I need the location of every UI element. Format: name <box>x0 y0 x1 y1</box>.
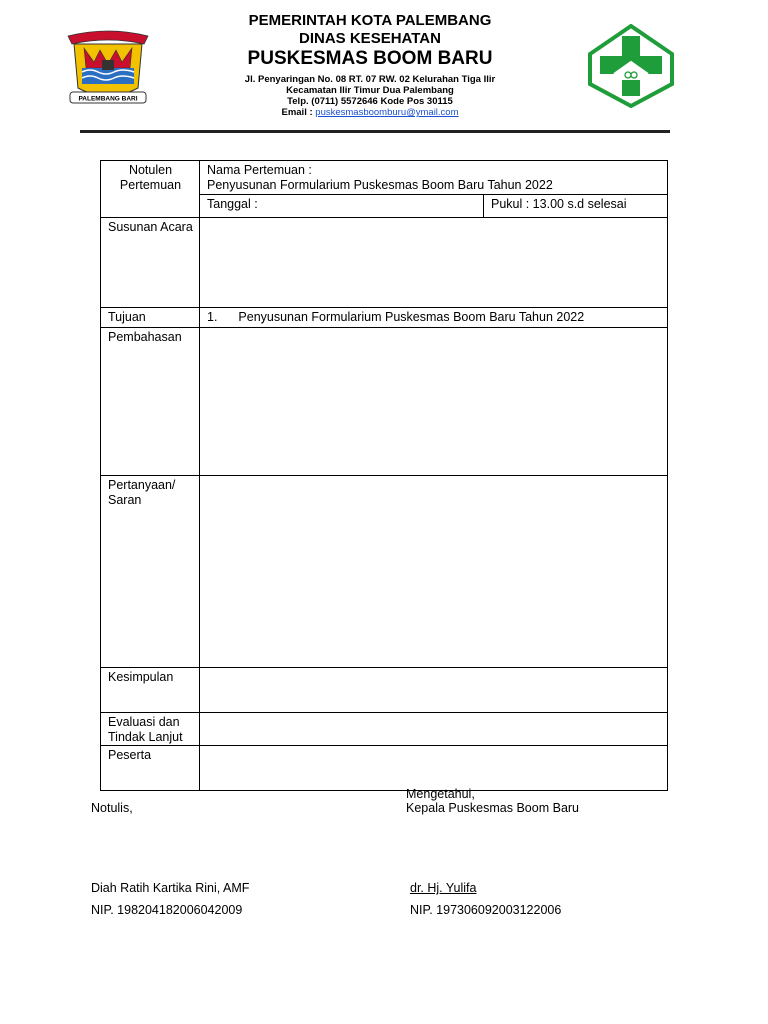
nama-pertemuan-value: Penyusunan Formularium Puskesmas Boom Baru Tahun 2022 <box>207 178 553 192</box>
tujuan-label: Tujuan <box>101 308 200 328</box>
susunan-acara-label: Susunan Acara <box>101 218 200 308</box>
phone-line: Telp. (0711) 5572646 Kode Pos 30115 <box>287 96 453 107</box>
palembang-emblem-icon <box>64 22 152 108</box>
kepala-title: Kepala Puskesmas Boom Baru <box>406 801 580 815</box>
mengetahui-text: Mengetahui, <box>406 787 475 801</box>
header-line-2: DINAS KESEHATAN <box>299 30 441 47</box>
pembahasan-field <box>200 328 668 476</box>
notulis-nip: NIP. 198204182006042009 <box>91 903 243 917</box>
email-label: Email : <box>281 107 313 118</box>
puskesmas-logo-icon <box>586 24 676 108</box>
notulis-name: Diah Ratih Kartika Rini, AMF <box>91 881 250 895</box>
peserta-field <box>200 746 668 791</box>
pukul-label: Pukul : 13.00 s.d selesai <box>484 195 668 218</box>
pembahasan-label: Pembahasan <box>101 328 200 476</box>
kesimpulan-label: Kesimpulan <box>101 668 200 713</box>
email-link[interactable]: puskesmasboomburu@ymail.com <box>315 107 459 118</box>
address-line-2: Kecamatan Ilir Timur Dua Palembang <box>286 85 454 96</box>
tujuan-field <box>200 308 668 328</box>
notulen-label: Notulen Pertemuan <box>101 161 200 218</box>
header-line-1: PEMERINTAH KOTA PALEMBANG <box>248 12 492 29</box>
evaluasi-field <box>200 713 668 746</box>
emblem-motto: PALEMBANG BARI <box>78 95 138 103</box>
kesimpulan-field <box>200 668 668 713</box>
tanggal-label: Tanggal : <box>200 195 484 218</box>
evaluasi-label: Evaluasi dan Tindak Lanjut <box>101 713 200 746</box>
email-line <box>170 107 570 118</box>
pertanyaan-saran-field <box>200 476 668 668</box>
address-line-1: Jl. Penyaringan No. 08 RT. 07 RW. 02 Kelurahan Tiga Ilir <box>244 74 496 85</box>
header-divider <box>80 130 670 133</box>
meeting-minutes-form <box>100 160 668 791</box>
notulis-title: Notulis, <box>91 801 133 815</box>
letterhead <box>170 12 570 118</box>
nama-pertemuan-label: Nama Pertemuan : <box>207 163 312 177</box>
nama-pertemuan-cell <box>200 161 668 195</box>
tujuan-item: Penyusunan Formularium Puskesmas Boom Baru Tahun 2022 <box>238 310 585 324</box>
pertanyaan-saran-label: Pertanyaan/ Saran <box>101 476 200 668</box>
header-line-3: PUSKESMAS BOOM BARU <box>247 48 493 69</box>
kepala-name: dr. Hj. Yulifa <box>410 881 477 895</box>
susunan-acara-field <box>200 218 668 308</box>
kepala-nip: NIP. 197306092003122006 <box>410 903 562 917</box>
tujuan-number: 1. <box>207 310 218 324</box>
peserta-label: Peserta <box>101 746 200 791</box>
